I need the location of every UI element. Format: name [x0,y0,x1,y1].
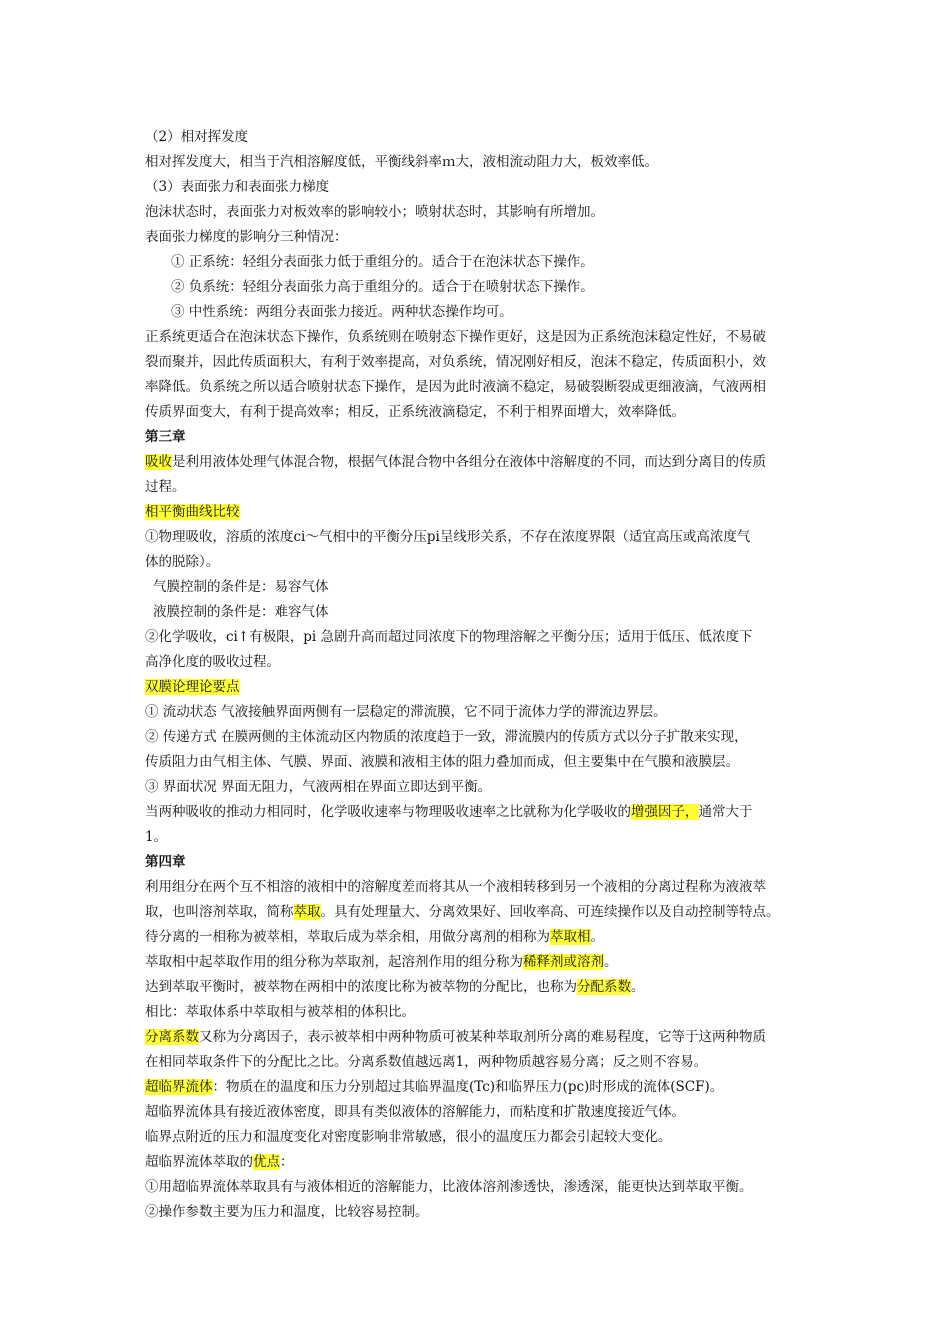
list-item: ② 负系统：轻组分表面张力高于重组分的。适合于在喷射状态下操作。 [171,279,594,295]
paragraph: 相对挥发度大，相当于汽相溶解度低，平衡线斜率ｍ大，液相流动阻力大，板效率低。 [145,154,658,170]
paragraph-text: 是利用液体处理气体混合物，根据气体混合物中各组分在液体中溶解度的不同，而达到分离目的传质 [172,454,766,470]
chapter-title-3: 第三章 [145,429,186,445]
list-item: ② 传递方式 在膜两侧的主体流动区内物质的浓度趋于一致，滞流膜内的传质方式以分子扩散来实现， [145,729,748,745]
separation-factor-definition [145,1025,815,1050]
subheading-two-film [145,675,815,700]
paragraph-line: 在相同萃取条件下的分配比之比。分离系数值越远离1，两种物质越容易分离；反之则不容易。 [145,1054,708,1070]
paragraph-line: ①物理吸收，溶质的浓度ci～气相中的平衡分压pi呈线形关系，不存在浓度界限（适宜高压或高浓度气 [145,529,751,545]
paragraph-line: 超临界流体具有接近液体密度，即具有类似液体的溶解能力，而粘度和扩散速度接近气体。 [145,1104,685,1120]
paragraph-text: 当两种吸收的推动力相同时，化学吸收速率与物理吸收速率之比就称为化学吸收的 [145,804,631,820]
paragraph-line: 过程。 [145,479,186,495]
highlighted-term: 增强因子， [631,804,699,820]
paragraph-line: 率降低。负系统之所以适合喷射状态下操作，是因为此时液滴不稳定，易破裂断裂成更细液滴，气液两相 [145,379,766,395]
supercritical-fluid-definition [145,1075,815,1100]
highlighted-term: 分离系数 [145,1029,199,1045]
paragraph-line: ②化学吸收，ci↑有极限，pi 急剧升高而超过同浓度下的物理溶解之平衡分压；适用于低压、低浓度下 [145,629,753,645]
paragraph-line: 体的脱除）。 [145,554,220,570]
list-item: ① 流动状态 气液接触界面两侧有一层稳定的滞流膜，它不同于流体力学的滞流边界层。 [145,704,667,720]
paragraph-line: 传质阻力由气相主体、气膜、界面、液膜和液相主体的阻力叠加而成，但主要集中在气膜和液膜层。 [145,754,739,770]
chapter-title-4: 第四章 [145,854,186,870]
document-body [145,125,815,1225]
list-item: ①用超临界流体萃取具有与液体相近的溶解能力，比液体溶剂渗透快，渗透深，能更快达到萃取平衡。 [145,1179,753,1195]
highlighted-term: 优点 [253,1154,280,1170]
highlighted-term: 稀释剂或溶剂 [523,954,604,970]
paragraph: 表面张力梯度的影响分三种情况： [145,229,348,245]
distribution-coefficient-definition [145,975,815,1000]
list-item: ① 正系统：轻组分表面张力低于重组分的。适合于在泡沫状态下操作。 [171,254,594,270]
extract-phase-definition [145,925,815,950]
highlighted-heading: 相平衡曲线比较 [145,504,240,520]
highlighted-term: 超临界流体 [145,1079,213,1095]
advantages-heading [145,1150,815,1175]
highlighted-term: 萃取相 [550,929,591,945]
paragraph-text: ： [280,1154,294,1170]
paragraph-text: 待分离的一相称为被萃相，萃取后成为萃余相，用做分离剂的相称为 [145,929,550,945]
paragraph-text: 。 [590,929,604,945]
paragraph-line: 传质界面变大，有利于提高效率；相反，正系统液滴稳定，不利于相界面增大，效率降低。 [145,404,685,420]
subheading-equilibrium [145,500,815,525]
gas-film-condition: 气膜控制的条件是：易容气体 [153,579,329,595]
absorption-definition [145,450,815,475]
paragraph-line: 正系统更适合在泡沫状态下操作，负系统则在喷射态下操作更好，这是因为正系统泡沫稳定性好，不易破 [145,329,766,345]
paragraph-text: 。 [631,979,645,995]
paragraph-text: 又称为分离因子，表示被萃相中两种物质可被某种萃取剂所分离的难易程度，它等于这两种物质 [199,1029,766,1045]
list-item: ③ 中性系统：两组分表面张力接近。两种状态操作均可。 [171,304,513,320]
paragraph-text: 达到萃取平衡时，被萃物在两相中的浓度比称为被萃物的分配比，也称为 [145,979,577,995]
highlighted-heading: 双膜论理论要点 [145,679,240,695]
enhancement-factor-line [145,800,815,825]
paragraph-text: ：物质在的温度和压力分别超过其临界温度(Tc)和临界压力(pc)时形成的流体(SCF)。 [212,1079,724,1095]
paragraph-text: 。具有处理量大、分离效果好、回收率高、可连续操作以及自动控制等特点。 [320,904,780,920]
paragraph-line: 裂而聚并，因此传质面积大，有利于效率提高，对负系统，情况刚好相反，泡沫不稳定，传质面积小，效 [145,354,766,370]
highlighted-term: 萃取 [293,904,321,920]
section-heading-relative-volatility: （2）相对挥发度 [145,129,249,145]
paragraph-line: 1。 [145,829,168,845]
section-heading-surface-tension: （3）表面张力和表面张力梯度 [145,179,330,195]
highlighted-term: 分配系数 [577,979,631,995]
highlighted-term: 吸收 [145,454,172,470]
liquid-film-condition: 液膜控制的条件是：难容气体 [153,604,329,620]
paragraph-text: 超临界流体萃取的 [145,1154,253,1170]
phase-ratio-definition: 相比：萃取体系中萃取相与被萃相的体积比。 [145,1004,415,1020]
paragraph-line: 高净化度的吸收过程。 [145,654,280,670]
list-item: ②操作参数主要为压力和温度，比较容易控制。 [145,1204,429,1220]
paragraph-line: 利用组分在两个互不相溶的液相中的溶解度差而将其从一个液相转移到另一个液相的分离过程称为液液萃 [145,879,766,895]
paragraph-text: 取，也叫溶剂萃取，简称 [145,904,294,920]
paragraph-text: 通常大于 [698,804,753,820]
list-item: ③ 界面状况 界面无阻力，气液两相在界面立即达到平衡。 [145,779,492,795]
paragraph: 泡沫状态时，表面张力对板效率的影响较小；喷射状态时，其影响有所增加。 [145,204,604,220]
diluent-definition [145,950,815,975]
paragraph-text: 。 [604,954,618,970]
paragraph-line: 临界点附近的压力和温度变化对密度影响非常敏感，很小的温度压力都会引起较大变化。 [145,1129,672,1145]
extraction-definition [145,900,815,925]
paragraph-text: 萃取相中起萃取作用的组分称为萃取剂，起溶剂作用的组分称为 [145,954,523,970]
